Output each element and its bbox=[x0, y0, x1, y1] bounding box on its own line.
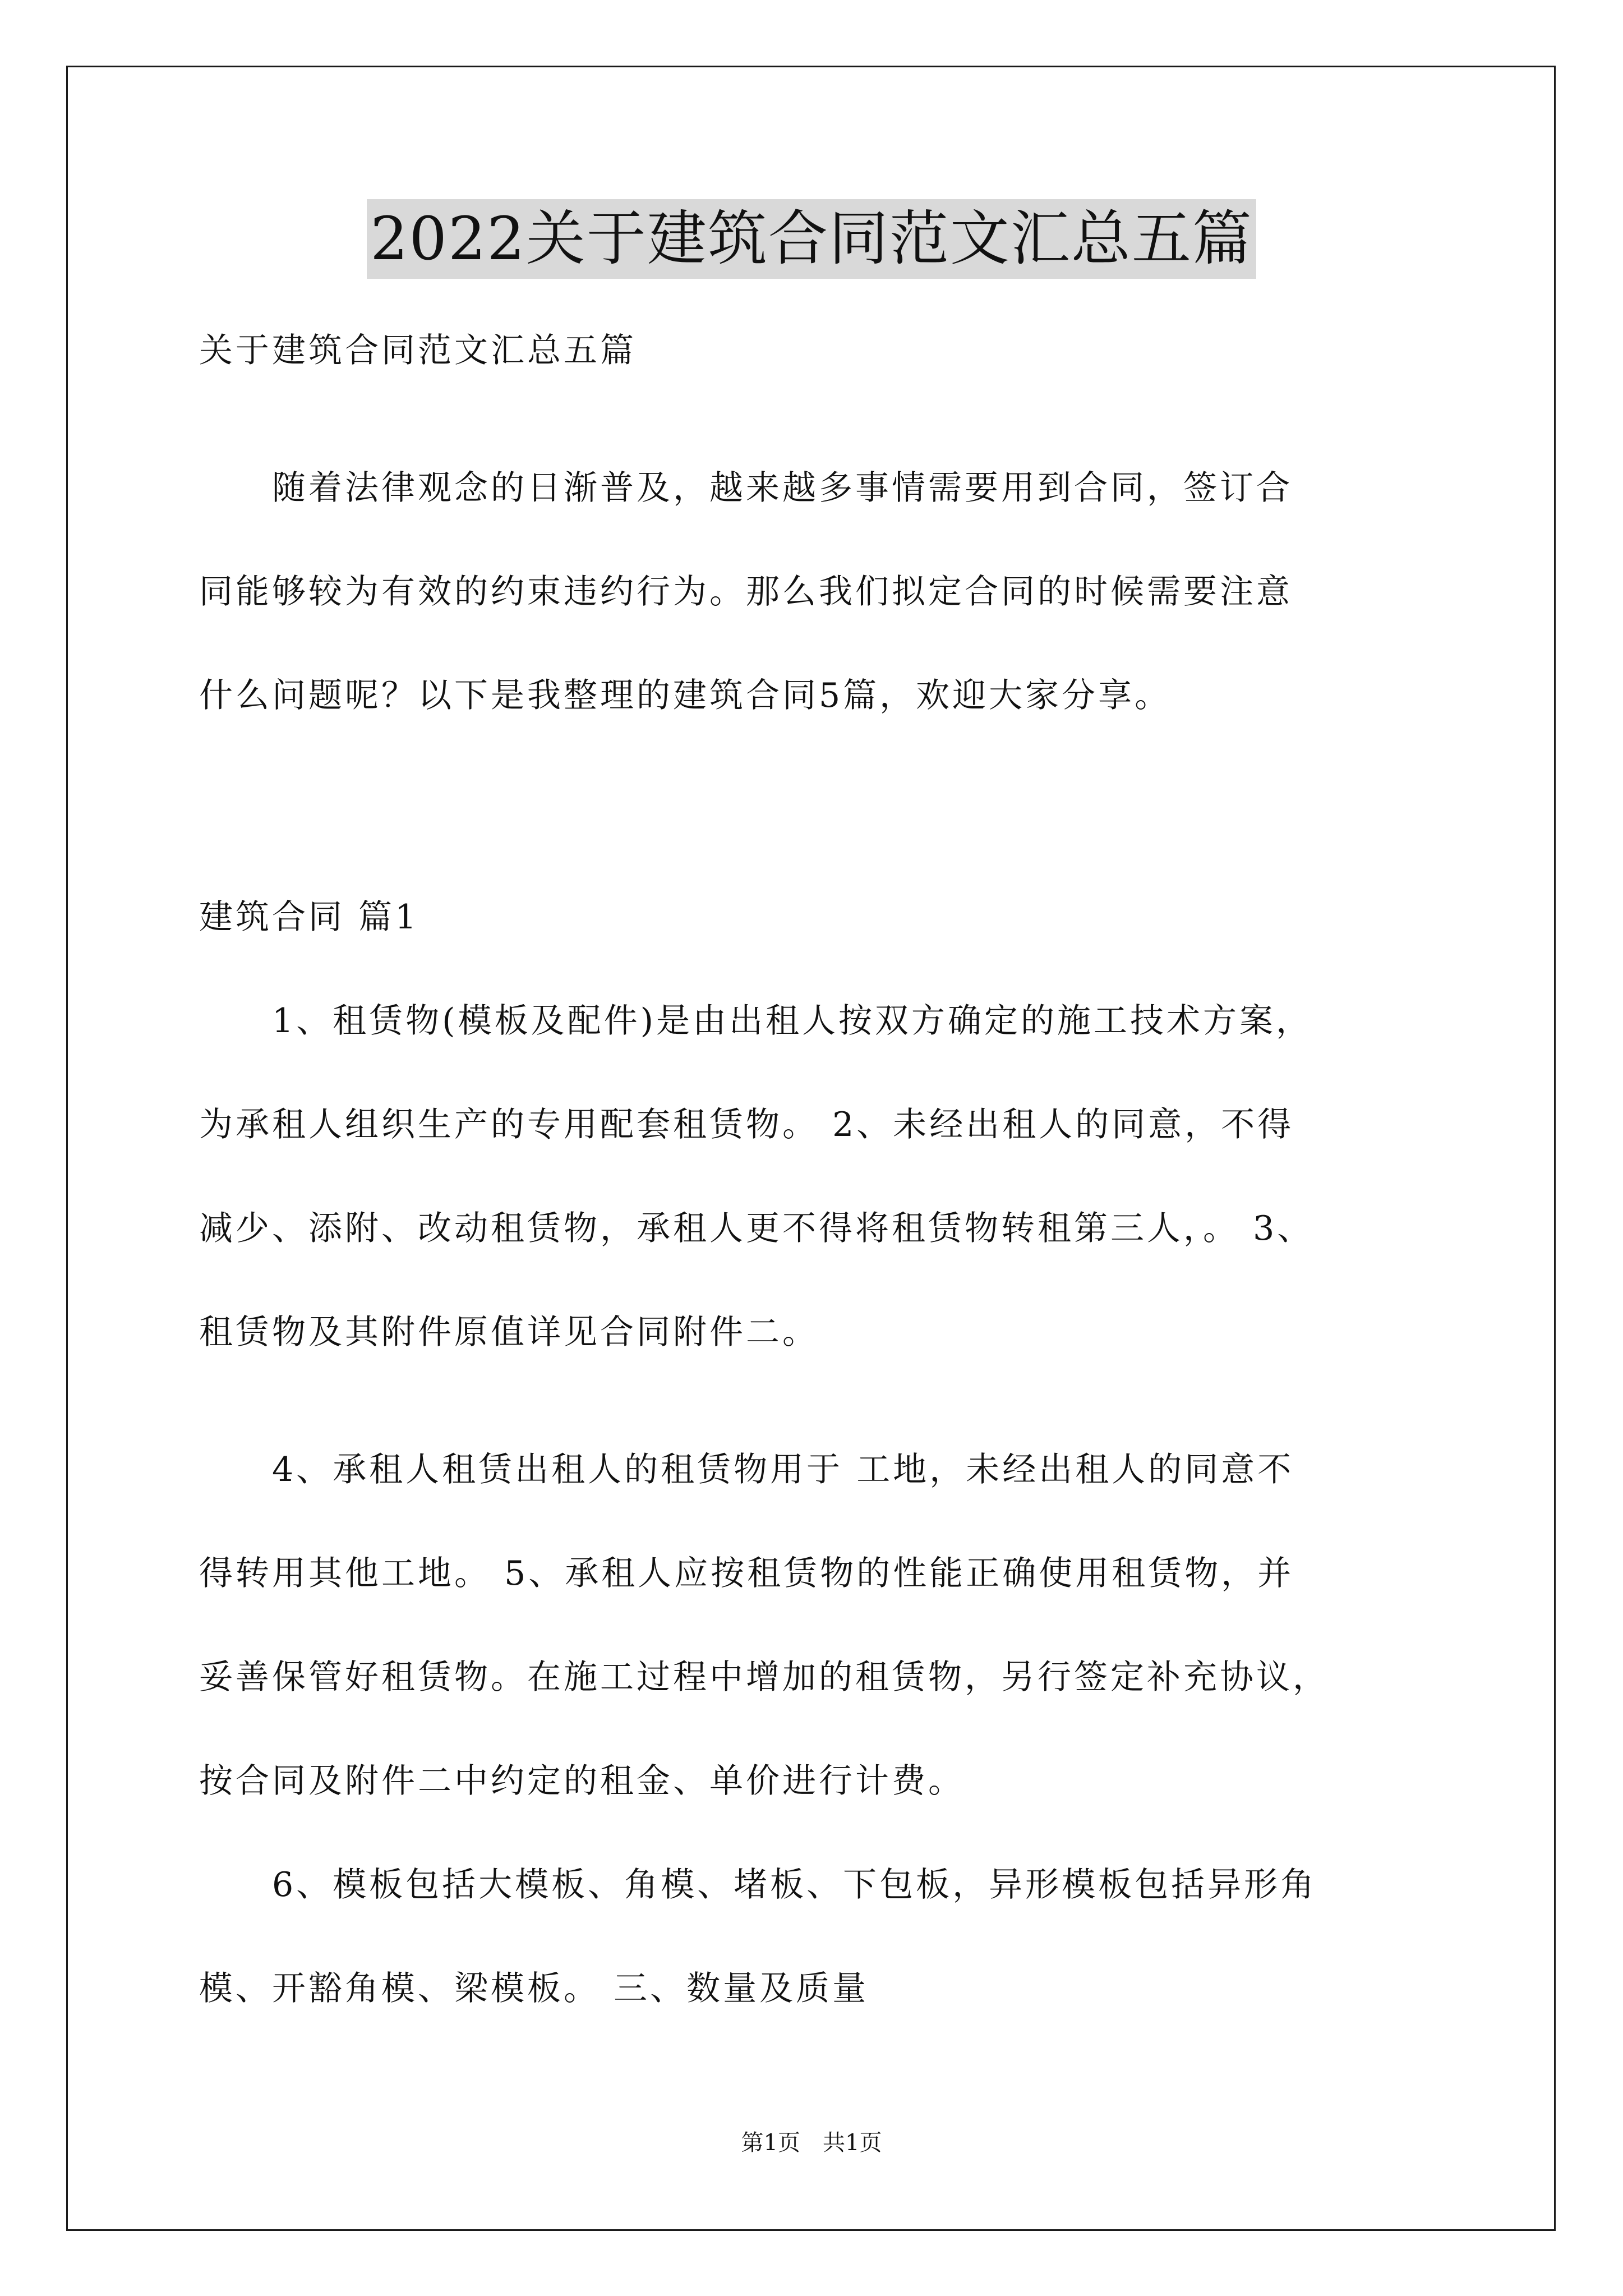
intro-line-1: 随着法律观念的日渐普及，越来越多事情需要用到合同，签订合 bbox=[199, 468, 1293, 508]
body-line: 1、租赁物(模板及配件)是由出租人按双方确定的施工技术方案， bbox=[199, 1001, 1312, 1041]
section-heading: 建筑合同 篇1 bbox=[199, 898, 419, 937]
document-title: 2022关于建筑合同范文汇总五篇 bbox=[367, 199, 1256, 279]
body-line: 4、承租人租赁出租人的租赁物用于 工地，未经出租人的同意不 bbox=[199, 1450, 1294, 1489]
body-line: 模、开豁角模、梁模板。 三、数量及质量 bbox=[199, 1969, 869, 2008]
body-line: 租赁物及其附件原值详见合同附件二。 bbox=[199, 1313, 819, 1352]
body-line: 减少、添附、改动租赁物，承租人更不得将租赁物转租第三人，。 3、 bbox=[199, 1209, 1314, 1248]
page-footer: 第1页 共1页 bbox=[741, 2130, 882, 2156]
body-line: 得转用其他工地。 5、承租人应按租赁物的性能正确使用租赁物，并 bbox=[199, 1554, 1294, 1593]
intro-line-2: 同能够较为有效的约束违约行为。那么我们拟定合同的时候需要注意 bbox=[199, 572, 1293, 611]
subtitle: 关于建筑合同范文汇总五篇 bbox=[199, 331, 637, 370]
body-line: 妥善保管好租赁物。在施工过程中增加的租赁物，另行签定补充协议， bbox=[199, 1658, 1329, 1697]
body-line: 6、模板包括大模板、角模、堵板、下包板，异形模板包括异形角 bbox=[199, 1865, 1317, 1904]
document-title-wrap bbox=[0, 199, 1623, 279]
body-line: 为承租人组织生产的专用配套租赁物。 2、未经出租人的同意，不得 bbox=[199, 1105, 1294, 1144]
intro-line-3: 什么问题呢？以下是我整理的建筑合同5篇，欢迎大家分享。 bbox=[199, 676, 1172, 715]
body-line: 按合同及附件二中约定的租金、单价进行计费。 bbox=[199, 1761, 965, 1801]
